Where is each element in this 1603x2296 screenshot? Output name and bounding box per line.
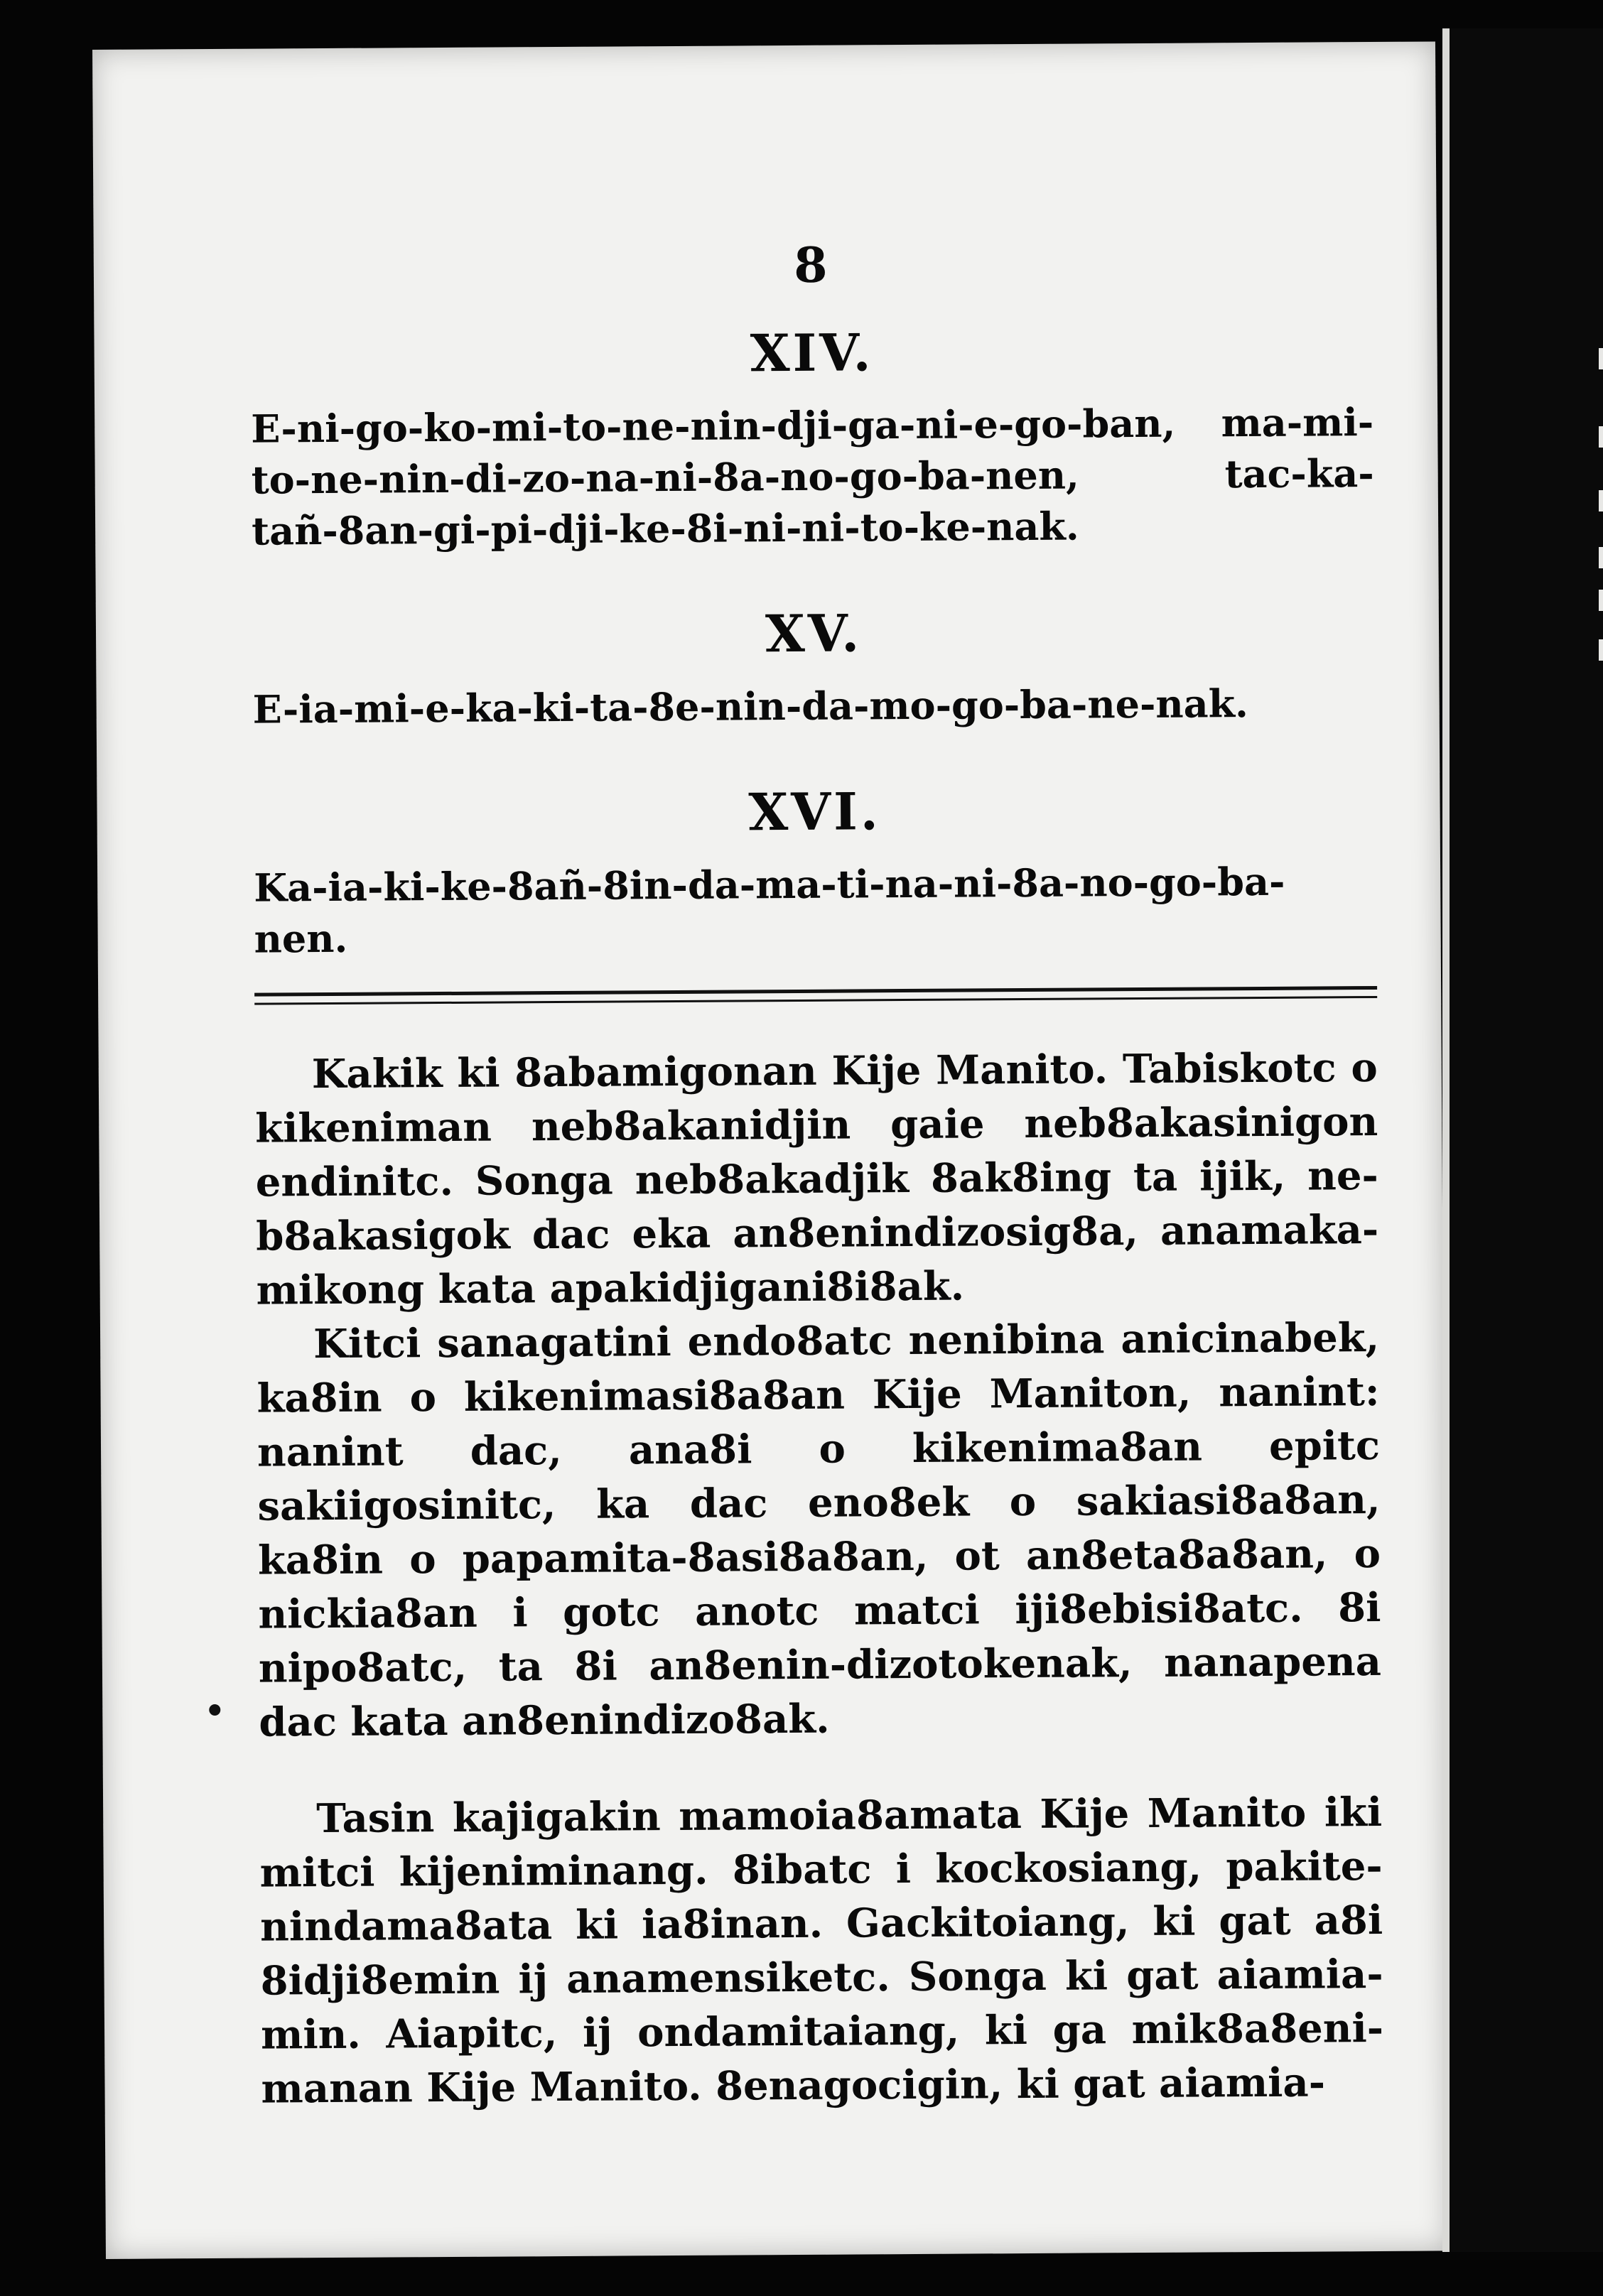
edge-fragment — [1599, 547, 1603, 568]
page-number: 8 — [793, 237, 829, 294]
page-content — [250, 234, 1384, 2116]
body-paragraph: Tasin kajigakin mamoia8amata Kije Manito iki mitci kijeniminang. 8ibatc i kockosiang, pakite-nindama8ata ki ia8inan. Gackitoiang, ki gat a8i 8idji8emin ij anamensiketc. Songa ki gat aiamia-min. Aiapitc, ij ondamitaiang, ki ga mik8a8eni-manan Kije Manito. 8enagocigin, ki gat aiamia- — [259, 1788, 1384, 2113]
section-numeral: XV. — [765, 602, 863, 664]
body-paragraph: Kitci sanagatini endo8atc nenibina anicinabek, ka8in o kikenimasi8a8an Kije Maniton, nanint: nanint dac, ana8i o kikenima8an epitc sakiigosinitc, ka dac eno8ek o sakiasi8a8an, ka8in o papamita-8asi8a8an, ot an8eta8a8an, o nickia8an i gotc anotc matci iji8ebisi8atc. 8i nipo8atc, ta 8i an8enin-dizotokenak, nanapena dac kata an8enindizo8ak. — [257, 1314, 1382, 1746]
edge-fragment — [1599, 348, 1603, 369]
section-numeral: XIV. — [750, 322, 874, 384]
edge-fragment — [1599, 490, 1603, 511]
body-paragraph: Kakik ki 8abamigonan Kije Manito. Tabiskotc o kikeniman neb8akanidjin gaie neb8akasinigon endinitc. Songa neb8akadjik 8ak8ing ta ijik, ne-b8akasigok dac eka an8enindizosig8a, anamaka-mikong kata apakidjigani8i8ak. — [255, 1044, 1379, 1314]
rule-line — [254, 986, 1377, 997]
edge-fragment — [1599, 590, 1603, 611]
section-text: E-ni-go-ko-mi-to-ne-nin-dji-ga-ni-e-go-ban, ma-mi-to-ne-nin-di-zo-na-ni-8a-no-go-ba-nen, tac-ka-tañ-8an-gi-pi-dji-ke-8i-ni-ni-to-ke-nak. — [251, 399, 1374, 554]
ink-speck — [209, 1704, 220, 1716]
section-numeral: XVI. — [748, 781, 882, 843]
rule-line — [254, 996, 1377, 1005]
section-xv — [252, 600, 1376, 735]
adjacent-page-edge — [1442, 28, 1603, 2252]
section-xiv — [250, 319, 1374, 557]
section-text: E-ia-mi-e-ka-ki-ta-8e-nin-da-mo-go-ba-ne-nak. — [252, 681, 1249, 732]
book-page — [92, 41, 1449, 2258]
section-text: Ka-ia-ki-ke-8añ-8in-da-ma-ti-na-ni-8a-no-go-ba-nen. — [254, 858, 1285, 962]
double-rule-divider — [254, 986, 1377, 1005]
section-xvi — [253, 778, 1377, 965]
edge-fragment — [1599, 426, 1603, 448]
edge-fragment — [1599, 639, 1603, 661]
